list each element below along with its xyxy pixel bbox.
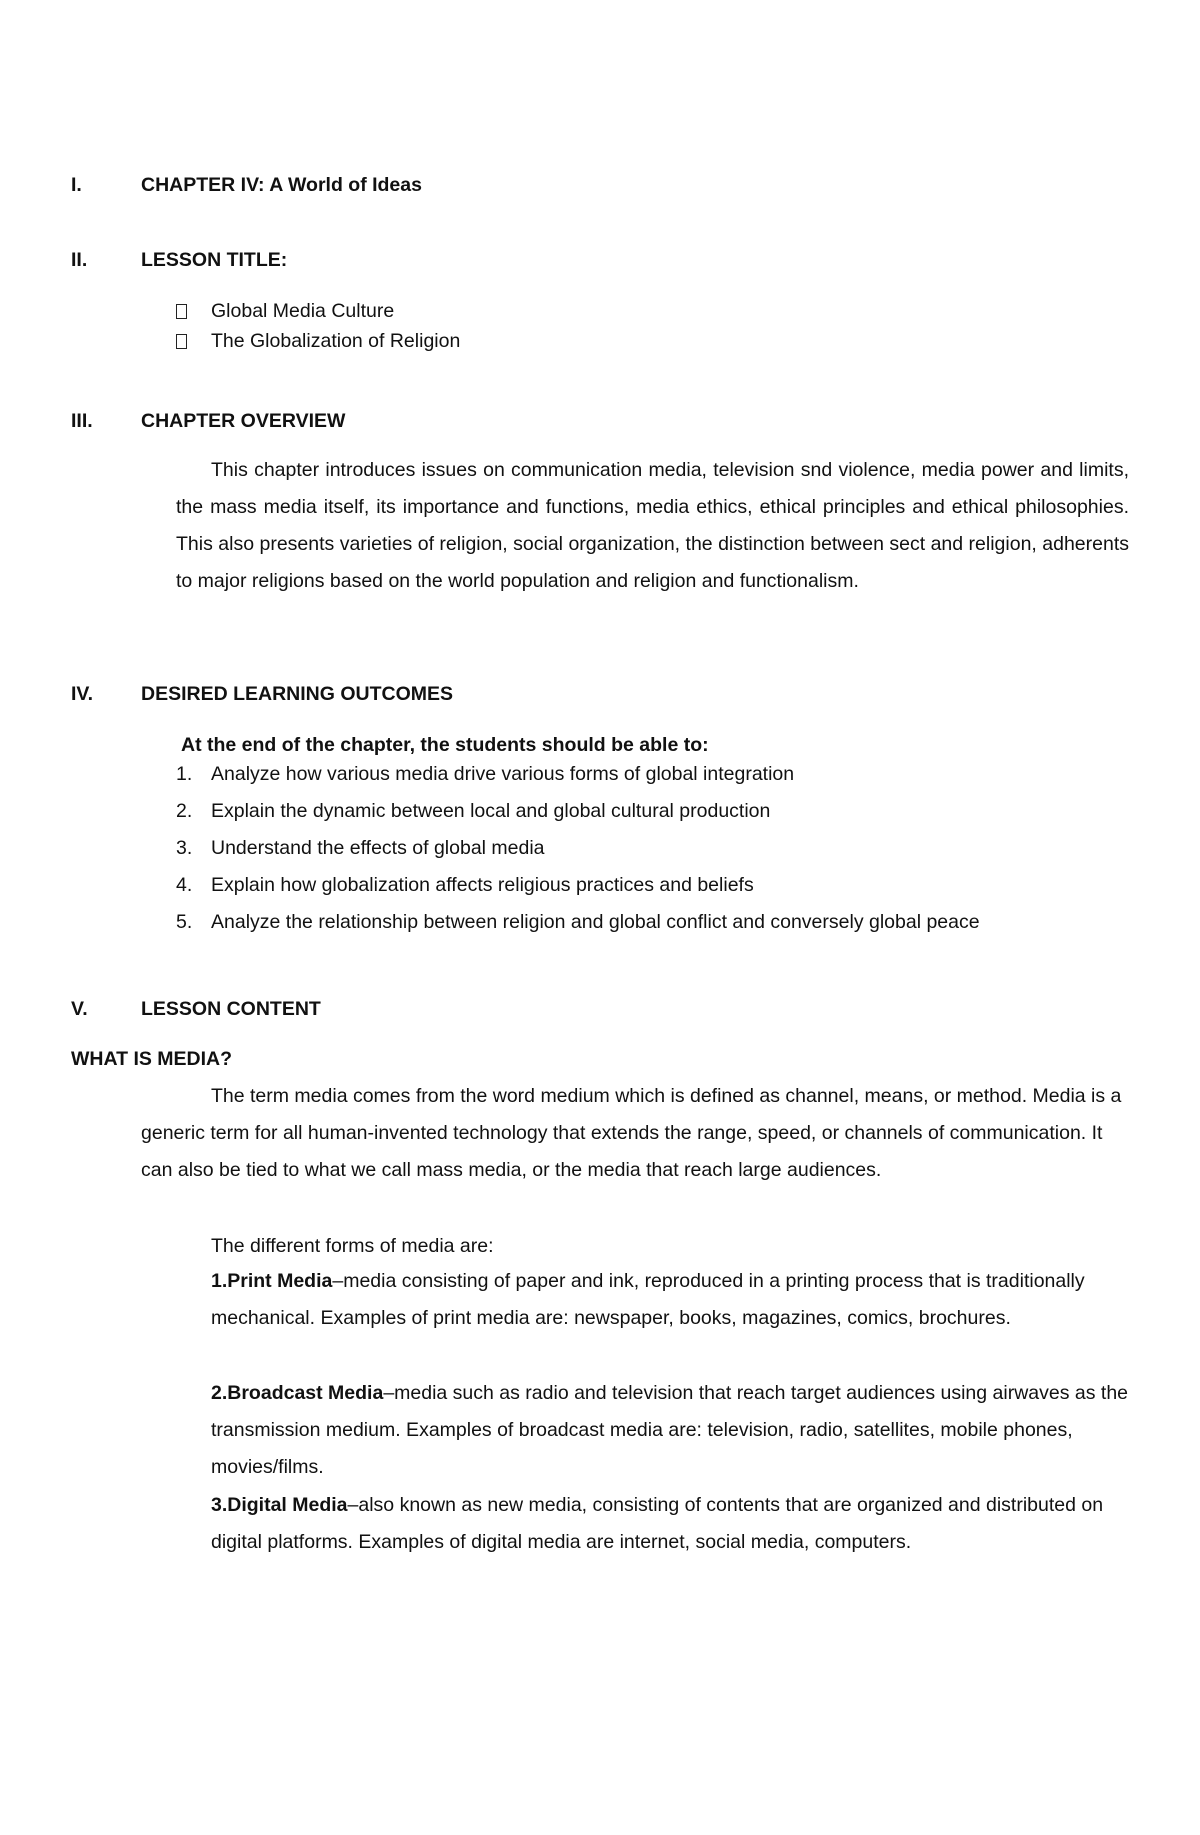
media-form-label: 2.Broadcast Media: [211, 1382, 384, 1404]
outcome-number: 2.: [176, 800, 193, 822]
media-form-text: –media consisting of paper and ink, reproduced in a printing process that is traditionally mechanical. Examples of print media are: newspaper, books, magazines, comics, brochures.: [211, 1270, 1085, 1330]
outcome-item: Understand the effects of global media: [211, 837, 545, 859]
section-title-overview: CHAPTER OVERVIEW: [141, 410, 346, 432]
outcome-item: Explain how globalization affects religious practices and beliefs: [211, 874, 754, 896]
lesson-title-item: The Globalization of Religion: [211, 330, 461, 352]
outcome-item: Explain the dynamic between local and global cultural production: [211, 800, 771, 822]
forms-intro: The different forms of media are:: [211, 1235, 494, 1257]
section-numeral-4: IV.: [71, 683, 94, 705]
section-numeral-1: I.: [71, 174, 82, 196]
section-title-chapter: CHAPTER IV: A World of Ideas: [141, 174, 422, 196]
media-form-digital: [211, 1487, 1146, 1561]
media-intro-text: The term media comes from the word medium which is defined as channel, means, or method. Media is a generic term for all human-invented technology that extends the range, speed, or channels of communication. It can also be tied to what we call mass media, or the media that reach large audiences.: [141, 1085, 1122, 1181]
lesson-title-item: Global Media Culture: [211, 300, 395, 322]
media-intro-paragraph: [141, 1078, 1124, 1189]
outcome-number: 5.: [176, 911, 193, 933]
outcome-item: Analyze how various media drive various forms of global integration: [211, 763, 795, 785]
section-title-outcomes: DESIRED LEARNING OUTCOMES: [141, 683, 454, 705]
section-numeral-5: V.: [71, 998, 88, 1020]
overview-text: This chapter introduces issues on communication media, television snd violence, media power and limits, the mass media itself, its importance and functions, media ethics, ethical principles and ethical philosophies. This also presents varieties of religion, social organization, the distinction between sect and religion, adherents to major religions based on the world population and religion and functionalism.: [176, 459, 1129, 592]
lesson-title-bullet-icon: [176, 330, 187, 353]
overview-paragraph: [176, 452, 1129, 600]
outcome-item: Analyze the relationship between religion and global conflict and conversely global peace: [211, 911, 980, 933]
section-title-lesson-title: LESSON TITLE:: [141, 249, 288, 271]
lesson-title-bullet-icon: [176, 300, 187, 323]
outcome-number: 1.: [176, 763, 193, 785]
section-title-content: LESSON CONTENT: [141, 998, 321, 1020]
media-form-broadcast: [211, 1375, 1131, 1487]
media-form-label: 3.Digital Media: [211, 1494, 348, 1516]
outcome-number: 3.: [176, 837, 193, 859]
section-numeral-3: III.: [71, 410, 93, 432]
media-form-text: –media such as radio and television that reach target audiences using airwaves as the transmission medium. Examples of broadcast media are: television, radio, satellites, mobile phones, movies/films.: [211, 1382, 1129, 1479]
section-numeral-2: II.: [71, 249, 88, 271]
media-form-print: [211, 1263, 1131, 1337]
outcomes-intro: At the end of the chapter, the students should be able to:: [181, 734, 709, 756]
outcome-number: 4.: [176, 874, 193, 896]
media-form-text: –also known as new media, consisting of contents that are organized and distributed on digital platforms. Examples of digital media are internet, social media, computers.: [211, 1494, 1104, 1554]
media-form-label: 1.Print Media: [211, 1270, 333, 1292]
content-subheading: WHAT IS MEDIA?: [71, 1048, 233, 1070]
